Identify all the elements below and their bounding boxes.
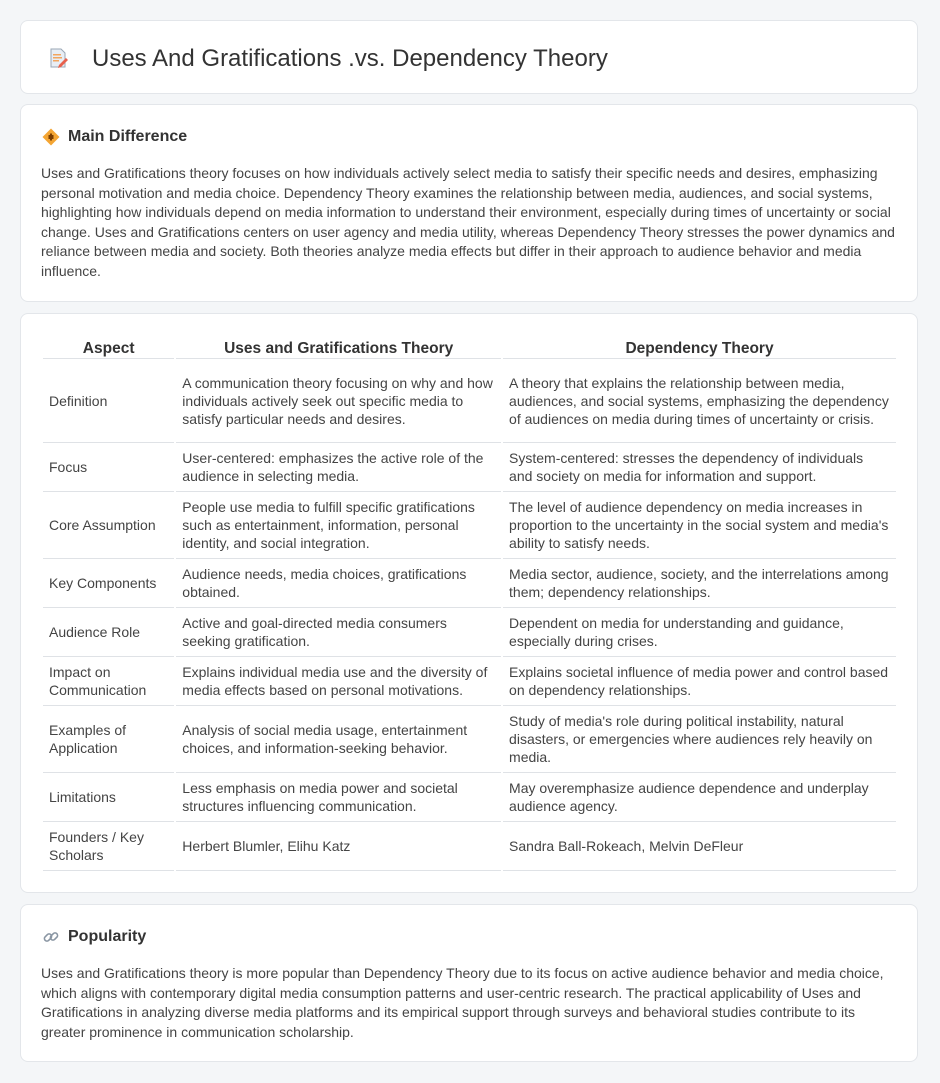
dependency-cell: The level of audience dependency on media increases in proportion to the uncertainty in the social system and media's ability to satisfy needs.	[503, 492, 896, 559]
popularity-header	[42, 926, 146, 948]
aspect-cell: Impact on Communication	[43, 657, 174, 706]
aspect-cell: Audience Role	[43, 608, 174, 657]
popularity-section	[20, 904, 918, 1062]
table-row	[43, 706, 896, 773]
main-difference-text: Uses and Gratifications theory focuses on how individuals actively select media to satisfy their specific needs and desires, emphasizing personal motivation and media choice. Dependency Theory examines the relationship between media, audiences, and social systems, highlighting how individuals depend on media information to understand their environment, especially during times of uncertainty or social change. Uses and Gratifications centers on user agency and media utility, whereas Dependency Theory stresses the power dynamics and reliance between media and society. Both theories analyze media effects but differ in their approach to audience behavior and media influence.	[41, 165, 895, 279]
dependency-cell: Explains societal influence of media power and control based on dependency relationships.	[503, 657, 896, 706]
dependency-cell: A theory that explains the relationship between media, audiences, and social systems, emphasizing the dependency of audiences on media during times of uncertainty or crisis.	[503, 359, 896, 443]
table-row	[43, 492, 896, 559]
uses-gratifications-cell: Analysis of social media usage, entertainment choices, and information-seeking behavior.	[176, 706, 501, 773]
aspect-cell: Core Assumption	[43, 492, 174, 559]
aspect-cell: Examples of Application	[43, 706, 174, 773]
uses-gratifications-cell: Explains individual media use and the diversity of media effects based on personal motivations.	[176, 657, 501, 706]
table-row	[43, 559, 896, 608]
table-header-row	[43, 335, 896, 359]
comparison-table-card	[20, 313, 918, 893]
diamond-signal-icon	[42, 128, 60, 146]
aspect-cell: Definition	[43, 359, 174, 443]
uses-gratifications-cell: Audience needs, media choices, gratifications obtained.	[176, 559, 501, 608]
edit-document-icon	[47, 47, 69, 69]
comparison-table	[41, 335, 898, 871]
uses-gratifications-cell: People use media to fulfill specific gratifications such as entertainment, information, personal identity, and social integration.	[176, 492, 501, 559]
link-icon	[42, 928, 60, 946]
dependency-cell: System-centered: stresses the dependency of individuals and society on media for information and support.	[503, 443, 896, 492]
dependency-cell: Media sector, audience, society, and the interrelations among them; dependency relationships.	[503, 559, 896, 608]
column-header-aspect: Aspect	[43, 335, 174, 359]
column-header-uses-gratifications: Uses and Gratifications Theory	[176, 335, 501, 359]
main-difference-heading: Main Difference	[68, 128, 188, 145]
uses-gratifications-cell: A communication theory focusing on why and how individuals actively seek out specific media to satisfy particular needs and desires.	[176, 359, 501, 443]
table-row	[43, 657, 896, 706]
aspect-cell: Focus	[43, 443, 174, 492]
dependency-cell: Sandra Ball-Rokeach, Melvin DeFleur	[503, 822, 896, 871]
aspect-cell: Limitations	[43, 773, 174, 822]
uses-gratifications-cell: Less emphasis on media power and societal structures influencing communication.	[176, 773, 501, 822]
dependency-cell: Dependent on media for understanding and guidance, especially during crises.	[503, 608, 896, 657]
aspect-cell: Key Components	[43, 559, 174, 608]
page-title: Uses And Gratifications .vs. Dependency Theory	[92, 45, 608, 72]
table-row	[43, 822, 896, 871]
dependency-cell: Study of media's role during political instability, natural disasters, or emergencies where audiences rely heavily on media.	[503, 706, 896, 773]
table-row	[43, 608, 896, 657]
main-difference-header	[42, 126, 187, 148]
popularity-text: Uses and Gratifications theory is more popular than Dependency Theory due to its focus on active audience behavior and media choice, which aligns with contemporary digital media consumption patterns and user-centric research. The practical applicability of Uses and Gratifications in analyzing diverse media platforms and its empirical support through surveys and behavioral studies contribute to its greater prominence in communication scholarship.	[41, 965, 884, 1040]
title-card	[20, 20, 918, 94]
main-difference-section	[20, 104, 918, 302]
uses-gratifications-cell: User-centered: emphasizes the active role of the audience in selecting media.	[176, 443, 501, 492]
aspect-cell: Founders / Key Scholars	[43, 822, 174, 871]
uses-gratifications-cell: Herbert Blumler, Elihu Katz	[176, 822, 501, 871]
popularity-heading: Popularity	[68, 928, 147, 945]
uses-gratifications-cell: Active and goal-directed media consumers seeking gratification.	[176, 608, 501, 657]
dependency-cell: May overemphasize audience dependence and underplay audience agency.	[503, 773, 896, 822]
column-header-dependency: Dependency Theory	[503, 335, 896, 359]
table-row	[43, 359, 896, 443]
table-row	[43, 443, 896, 492]
table-row	[43, 773, 896, 822]
